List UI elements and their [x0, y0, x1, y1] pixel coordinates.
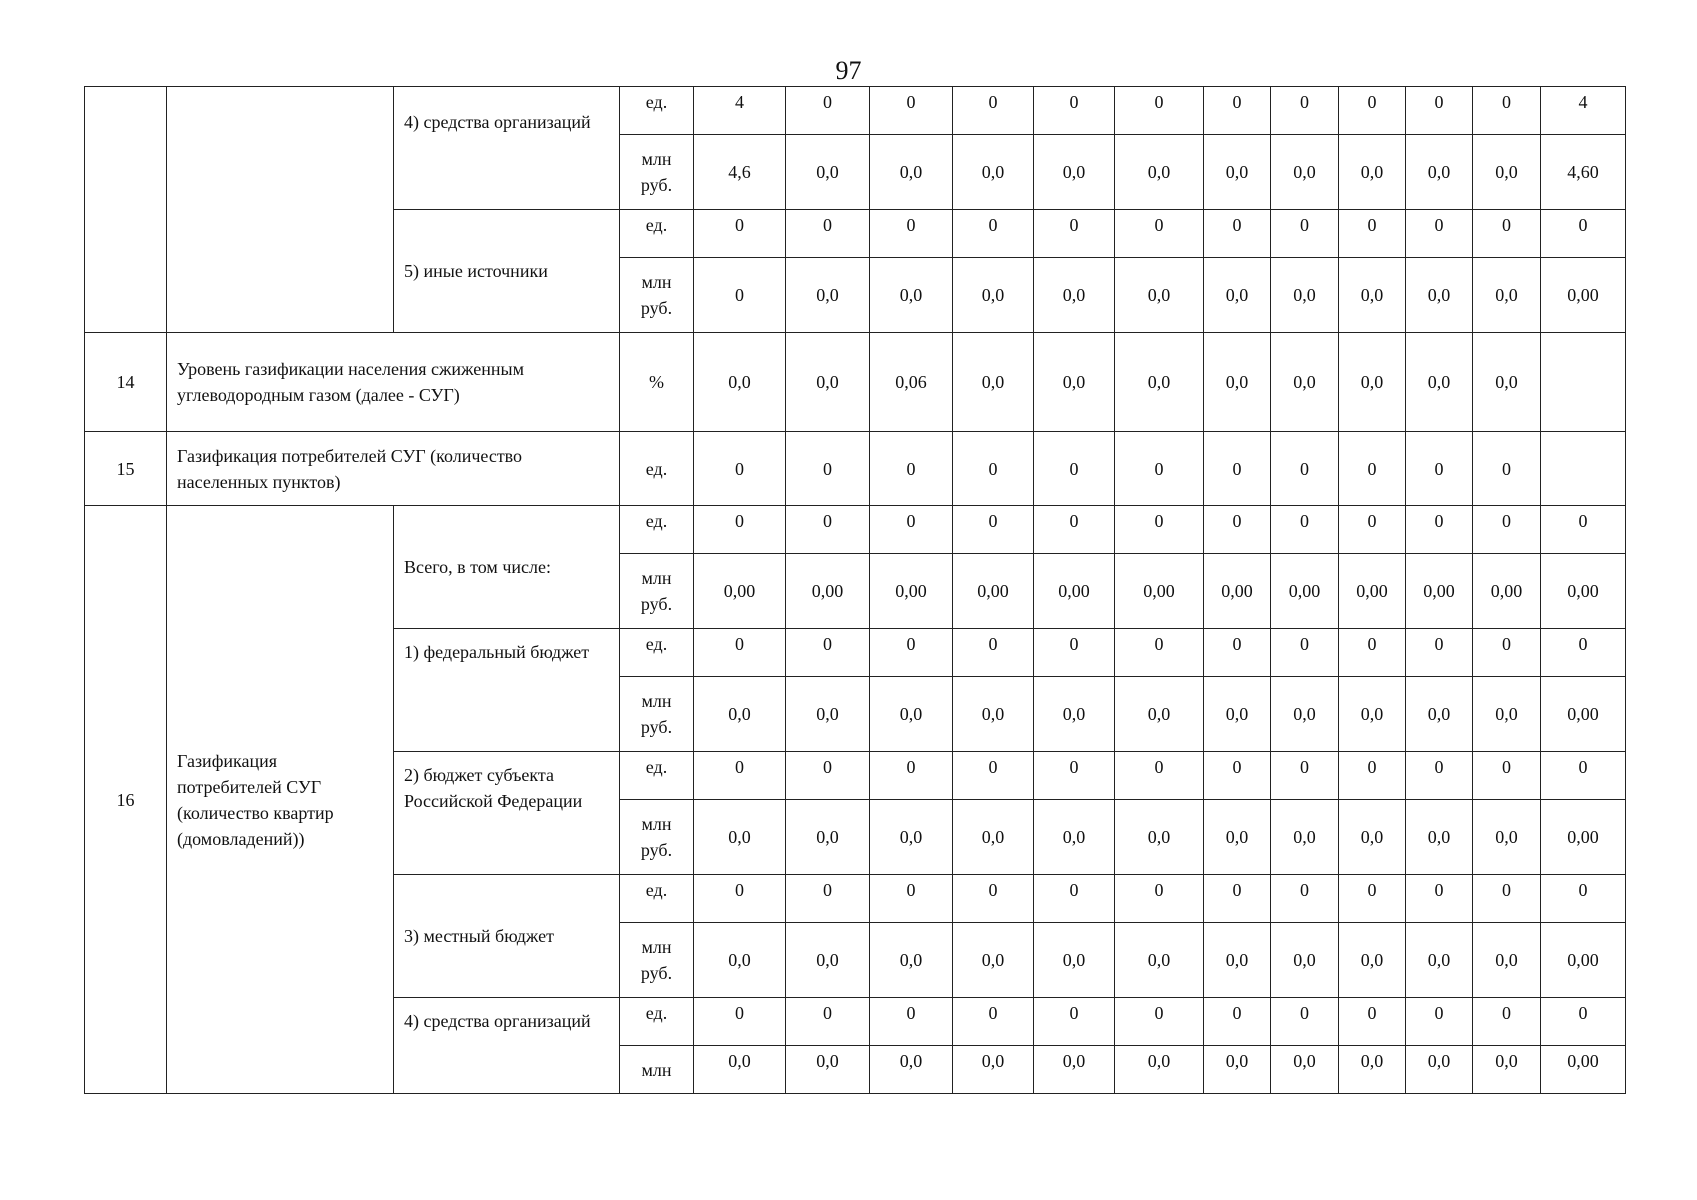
value-cell: 0,0: [1115, 677, 1204, 752]
value-cell: 0,0: [694, 1046, 786, 1094]
value-cell: 0,0: [1339, 800, 1406, 875]
value-cell: 0,0: [694, 923, 786, 998]
value-cell: 0: [1271, 998, 1339, 1046]
value-cell: 0: [694, 629, 786, 677]
value-cell: 0: [870, 87, 953, 135]
value-cell: 0,0: [1115, 1046, 1204, 1094]
source-label: 3) местный бюджет: [394, 875, 620, 998]
value-cell: 0,0: [1034, 258, 1115, 333]
unit-cell: млн руб.: [620, 135, 694, 210]
value-cell: 0: [870, 875, 953, 923]
value-cell: 0: [694, 506, 786, 554]
value-cell: 0,00: [953, 554, 1034, 629]
source-label: 5) иные источники: [394, 210, 620, 333]
value-cell: 0,0: [1473, 1046, 1541, 1094]
value-cell: 0,0: [694, 677, 786, 752]
value-cell: 0: [1271, 506, 1339, 554]
value-cell: 0: [786, 998, 870, 1046]
value-cell: 4: [1541, 87, 1626, 135]
value-cell: 0,0: [1406, 333, 1473, 432]
value-cell: 0,0: [1034, 800, 1115, 875]
value-cell: 0,0: [953, 923, 1034, 998]
value-cell: 0: [1034, 506, 1115, 554]
value-cell: 0: [953, 210, 1034, 258]
value-cell: 0: [953, 629, 1034, 677]
value-cell: 0: [1115, 210, 1204, 258]
value-cell: 0: [1204, 752, 1271, 800]
value-cell: 0,0: [870, 800, 953, 875]
unit-cell: ед.: [620, 998, 694, 1046]
value-cell: 0,0: [1339, 1046, 1406, 1094]
value-cell: 0: [1115, 506, 1204, 554]
value-cell: 0,0: [1204, 333, 1271, 432]
value-cell: 0: [1473, 998, 1541, 1046]
unit-cell: млн руб.: [620, 677, 694, 752]
value-cell: 0,0: [1271, 1046, 1339, 1094]
table-body: [85, 87, 1626, 1094]
value-cell: 0,0: [1034, 923, 1115, 998]
value-cell: 0: [1115, 629, 1204, 677]
value-cell: 0: [1541, 629, 1626, 677]
value-cell: 0,0: [870, 677, 953, 752]
value-cell: 0: [786, 506, 870, 554]
value-cell: 0,00: [1541, 1046, 1626, 1094]
value-cell: 0,0: [1204, 258, 1271, 333]
value-cell: 0: [1473, 87, 1541, 135]
value-cell: 0,0: [870, 1046, 953, 1094]
value-cell: 0: [1406, 752, 1473, 800]
value-cell: 0: [1115, 752, 1204, 800]
value-cell: 0: [953, 752, 1034, 800]
value-cell: 0: [870, 432, 953, 506]
value-cell: 0,00: [1406, 554, 1473, 629]
value-cell: 0: [870, 752, 953, 800]
unit-cell: ед.: [620, 752, 694, 800]
value-cell: 0: [694, 875, 786, 923]
value-cell: 0,0: [1406, 258, 1473, 333]
value-cell: 0: [694, 210, 786, 258]
value-cell: 0,0: [1339, 135, 1406, 210]
value-cell: 0: [1541, 998, 1626, 1046]
value-cell: 0,00: [1541, 554, 1626, 629]
value-cell: 0: [1406, 506, 1473, 554]
value-cell: 0,00: [1541, 258, 1626, 333]
value-cell: 0: [786, 87, 870, 135]
indicators-table: [84, 86, 1626, 1094]
value-cell: 0: [1034, 432, 1115, 506]
value-cell: 0: [953, 875, 1034, 923]
value-cell: 0: [953, 506, 1034, 554]
value-cell: 0,0: [1204, 800, 1271, 875]
unit-cell: ед.: [620, 432, 694, 506]
value-cell: 0: [870, 210, 953, 258]
value-cell: 0: [1204, 432, 1271, 506]
value-cell: 0: [1271, 752, 1339, 800]
value-cell: 0: [1406, 210, 1473, 258]
value-cell: 0,00: [1541, 677, 1626, 752]
value-cell: 0: [1034, 875, 1115, 923]
value-cell: 0,0: [953, 135, 1034, 210]
value-cell: 0,0: [1034, 1046, 1115, 1094]
source-label: 1) федеральный бюджет: [394, 629, 620, 752]
value-cell: 0,0: [1034, 677, 1115, 752]
row-number: 14: [85, 333, 167, 432]
value-cell: 0: [786, 875, 870, 923]
value-cell: 0: [1034, 998, 1115, 1046]
indicator-name: Газификация потребителей СУГ (количество населенных пунктов): [167, 432, 620, 506]
unit-cell: ед.: [620, 87, 694, 135]
value-cell: 0: [1339, 210, 1406, 258]
value-cell: 0,00: [1339, 554, 1406, 629]
value-cell: 0: [1204, 629, 1271, 677]
value-cell: 0: [786, 629, 870, 677]
value-cell: 0,0: [953, 800, 1034, 875]
value-cell: 0,0: [1473, 677, 1541, 752]
value-cell: 0: [1339, 752, 1406, 800]
value-cell: 0: [1473, 432, 1541, 506]
row-number-cell: [85, 87, 167, 333]
value-cell: 0,00: [1541, 923, 1626, 998]
value-cell: 0,0: [1034, 135, 1115, 210]
value-cell: 0,0: [1271, 258, 1339, 333]
value-cell: 0,0: [1473, 800, 1541, 875]
value-cell: 0,00: [1271, 554, 1339, 629]
unit-cell: млн: [620, 1046, 694, 1094]
unit-cell: ед.: [620, 210, 694, 258]
value-cell: 0,0: [870, 135, 953, 210]
value-cell: 0,00: [1473, 554, 1541, 629]
value-cell: 0: [1406, 629, 1473, 677]
value-cell: 0: [1115, 998, 1204, 1046]
table-row: [85, 333, 1626, 432]
value-cell: 0,0: [1339, 333, 1406, 432]
value-cell: 0: [694, 432, 786, 506]
value-cell: 0,06: [870, 333, 953, 432]
value-cell: 0,0: [1115, 923, 1204, 998]
unit-cell: млн руб.: [620, 258, 694, 333]
value-cell: 0,0: [1271, 677, 1339, 752]
value-cell: 0,0: [1204, 923, 1271, 998]
value-cell: 0,0: [953, 333, 1034, 432]
value-cell: 0: [1204, 875, 1271, 923]
value-cell: 0,0: [786, 1046, 870, 1094]
value-cell: 0,0: [1473, 135, 1541, 210]
value-cell: 0,00: [1204, 554, 1271, 629]
value-cell: 0,00: [1034, 554, 1115, 629]
value-cell: 4: [694, 87, 786, 135]
value-cell: 0: [786, 210, 870, 258]
value-cell: 0: [1541, 506, 1626, 554]
value-cell: 0: [1204, 998, 1271, 1046]
unit-cell: ед.: [620, 875, 694, 923]
row-number: 15: [85, 432, 167, 506]
value-cell: 0: [694, 752, 786, 800]
value-cell: 0: [1541, 210, 1626, 258]
indicator-name: Газификация потребителей СУГ (количество квартир (домовладений)): [167, 506, 394, 1094]
value-cell: 0: [694, 258, 786, 333]
value-cell: 0: [1406, 432, 1473, 506]
value-cell: 0,00: [1541, 800, 1626, 875]
value-cell: 0: [870, 506, 953, 554]
value-cell: 0,0: [1406, 677, 1473, 752]
table-row: [85, 87, 1626, 135]
value-cell: 0,00: [1115, 554, 1204, 629]
value-cell: 0,0: [870, 258, 953, 333]
value-cell: 0,0: [1406, 923, 1473, 998]
value-cell: 0: [870, 998, 953, 1046]
value-cell: 0,0: [1339, 923, 1406, 998]
value-cell: 0,0: [1406, 1046, 1473, 1094]
value-cell: 0: [1204, 210, 1271, 258]
value-cell: 0: [1271, 210, 1339, 258]
unit-cell: ед.: [620, 629, 694, 677]
value-cell: 0: [1204, 87, 1271, 135]
unit-cell: ед.: [620, 506, 694, 554]
value-cell: 0: [1034, 210, 1115, 258]
value-cell: 0,0: [953, 1046, 1034, 1094]
value-cell: 4,60: [1541, 135, 1626, 210]
value-cell: 0: [1406, 875, 1473, 923]
value-cell: 0,0: [1473, 923, 1541, 998]
value-cell: 0: [1339, 875, 1406, 923]
value-cell: 0,00: [786, 554, 870, 629]
value-cell: 0: [1034, 629, 1115, 677]
unit-cell: %: [620, 333, 694, 432]
value-cell: 0,0: [1115, 800, 1204, 875]
value-cell: 0,00: [694, 554, 786, 629]
value-cell: 0,0: [1204, 677, 1271, 752]
value-cell: 0,0: [786, 135, 870, 210]
value-cell: 0,0: [1115, 135, 1204, 210]
value-cell: 0,0: [1271, 135, 1339, 210]
source-label: Всего, в том числе:: [394, 506, 620, 629]
value-cell: 0: [1473, 752, 1541, 800]
value-cell: 0,0: [1339, 258, 1406, 333]
value-cell: 0: [1115, 87, 1204, 135]
value-cell: 0,0: [1204, 1046, 1271, 1094]
value-cell: 0,0: [953, 677, 1034, 752]
value-cell: 0,0: [786, 800, 870, 875]
value-cell: 0,00: [870, 554, 953, 629]
value-cell: 0: [1473, 506, 1541, 554]
value-cell: 0: [1339, 506, 1406, 554]
value-cell: 0,0: [1115, 258, 1204, 333]
value-cell: 0,0: [1406, 800, 1473, 875]
value-cell: 0,0: [953, 258, 1034, 333]
value-cell: 0: [1271, 432, 1339, 506]
value-cell: 0,0: [1204, 135, 1271, 210]
value-cell: 0: [1034, 752, 1115, 800]
indicator-name-cell: [167, 87, 394, 333]
value-cell: 0,0: [1271, 923, 1339, 998]
page-number: 97: [835, 56, 862, 85]
value-cell: 0: [870, 629, 953, 677]
indicator-name: Уровень газификации населения сжиженным углеводородным газом (далее - СУГ): [167, 333, 620, 432]
value-cell: [1541, 333, 1626, 432]
value-cell: 0,0: [786, 677, 870, 752]
value-cell: 0,0: [1339, 677, 1406, 752]
source-label: 4) средства организаций: [394, 998, 620, 1094]
value-cell: 0: [1339, 629, 1406, 677]
value-cell: 0,0: [870, 923, 953, 998]
value-cell: 0,0: [786, 333, 870, 432]
table-row: [85, 506, 1626, 554]
value-cell: 0: [1541, 875, 1626, 923]
value-cell: 0: [694, 998, 786, 1046]
value-cell: 0: [1271, 87, 1339, 135]
value-cell: 0: [786, 432, 870, 506]
value-cell: 0,0: [786, 923, 870, 998]
value-cell: [1541, 432, 1626, 506]
value-cell: 0,0: [694, 333, 786, 432]
source-label: 2) бюджет субъекта Российской Федерации: [394, 752, 620, 875]
value-cell: 0,0: [1271, 800, 1339, 875]
value-cell: 0: [953, 87, 1034, 135]
value-cell: 0: [1204, 506, 1271, 554]
value-cell: 0: [1271, 629, 1339, 677]
value-cell: 0: [953, 432, 1034, 506]
value-cell: 0,0: [1034, 333, 1115, 432]
source-label: 4) средства организаций: [394, 87, 620, 210]
value-cell: 0: [1473, 210, 1541, 258]
value-cell: 0: [953, 998, 1034, 1046]
value-cell: 0: [1406, 87, 1473, 135]
value-cell: 0,0: [1473, 333, 1541, 432]
value-cell: 0: [1541, 752, 1626, 800]
value-cell: 0,0: [694, 800, 786, 875]
value-cell: 4,6: [694, 135, 786, 210]
value-cell: 0: [1406, 998, 1473, 1046]
value-cell: 0: [1034, 87, 1115, 135]
value-cell: 0,0: [1271, 333, 1339, 432]
unit-cell: млн руб.: [620, 800, 694, 875]
table-row: [85, 432, 1626, 506]
value-cell: 0,0: [786, 258, 870, 333]
value-cell: 0: [1115, 432, 1204, 506]
unit-cell: млн руб.: [620, 923, 694, 998]
value-cell: 0: [1473, 629, 1541, 677]
value-cell: 0,0: [1473, 258, 1541, 333]
value-cell: 0: [1115, 875, 1204, 923]
value-cell: 0,0: [1406, 135, 1473, 210]
value-cell: 0: [786, 752, 870, 800]
value-cell: 0: [1339, 998, 1406, 1046]
unit-cell: млн руб.: [620, 554, 694, 629]
value-cell: 0: [1271, 875, 1339, 923]
value-cell: 0: [1339, 87, 1406, 135]
row-number: 16: [85, 506, 167, 1094]
value-cell: 0: [1339, 432, 1406, 506]
value-cell: 0,0: [1115, 333, 1204, 432]
value-cell: 0: [1473, 875, 1541, 923]
